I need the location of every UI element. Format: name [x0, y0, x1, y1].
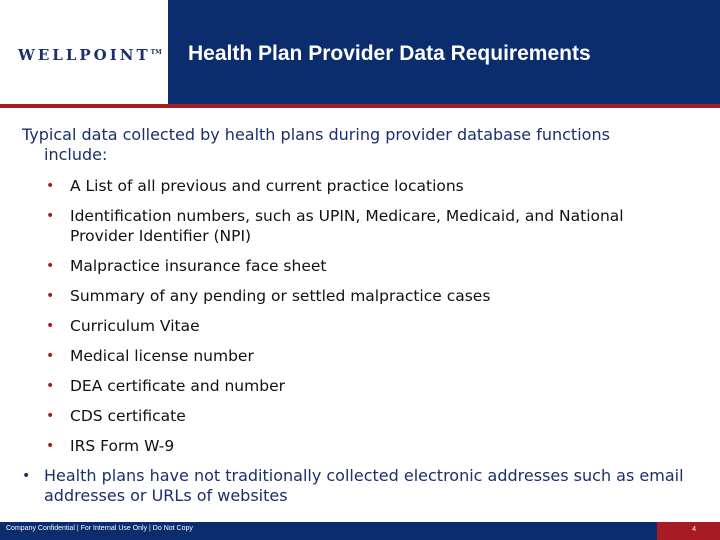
list-item — [44, 206, 684, 246]
bullet-icon: • — [46, 378, 55, 394]
logo-trademark: TM — [150, 49, 162, 56]
bullet-icon: • — [46, 438, 55, 454]
bullet-icon: • — [46, 178, 55, 194]
bullet-icon: • — [46, 348, 55, 364]
list-item-text: A List of all previous and current practice locations — [70, 177, 464, 195]
bottom-bullet — [20, 466, 720, 506]
bullet-icon: • — [46, 408, 55, 424]
lead-line-2: include: — [44, 145, 108, 164]
lead-line-1: Typical data collected by health plans during provider database functions — [22, 125, 610, 144]
bottom-bullet-text: Health plans have not traditionally collected electronic addresses such as email addresses or URLs of websites — [44, 466, 684, 505]
list-item-text: DEA certificate and number — [70, 377, 285, 395]
bullet-icon: • — [22, 468, 31, 484]
list-item — [44, 346, 684, 366]
list-item — [44, 376, 684, 396]
list-item-text: Identification numbers, such as UPIN, Medicare, Medicaid, and National Provider Identifier (NPI) — [70, 207, 624, 245]
bullet-icon: • — [46, 288, 55, 304]
list-item — [44, 436, 684, 456]
list-item-text: CDS certificate — [70, 407, 186, 425]
wellpoint-logo — [18, 46, 162, 64]
list-item-text: Malpractice insurance face sheet — [70, 257, 327, 275]
list-item — [44, 176, 684, 196]
list-item-text: Medical license number — [70, 347, 254, 365]
list-item-text: Summary of any pending or settled malpractice cases — [70, 287, 491, 305]
list-item — [44, 316, 684, 336]
lead-text — [22, 125, 702, 165]
slide-header — [0, 0, 720, 104]
header-rule — [0, 104, 720, 108]
bullet-icon: • — [46, 208, 55, 224]
footer-confidential-text: Company Confidential | For Internal Use Only | Do Not Copy — [6, 525, 193, 532]
page-number-box — [657, 522, 720, 540]
logo-text: WELLPOINT — [18, 46, 151, 64]
list-item — [44, 256, 684, 276]
slide-title: Health Plan Provider Data Requirements — [188, 42, 591, 65]
bullet-icon: • — [46, 258, 55, 274]
list-item-text: Curriculum Vitae — [70, 317, 200, 335]
page-number: 4 — [692, 526, 696, 533]
slide-footer — [0, 522, 720, 540]
data-requirements-list — [44, 176, 684, 466]
list-item-text: IRS Form W-9 — [70, 437, 175, 455]
bullet-icon: • — [46, 318, 55, 334]
list-item — [44, 406, 684, 426]
list-item — [44, 286, 684, 306]
